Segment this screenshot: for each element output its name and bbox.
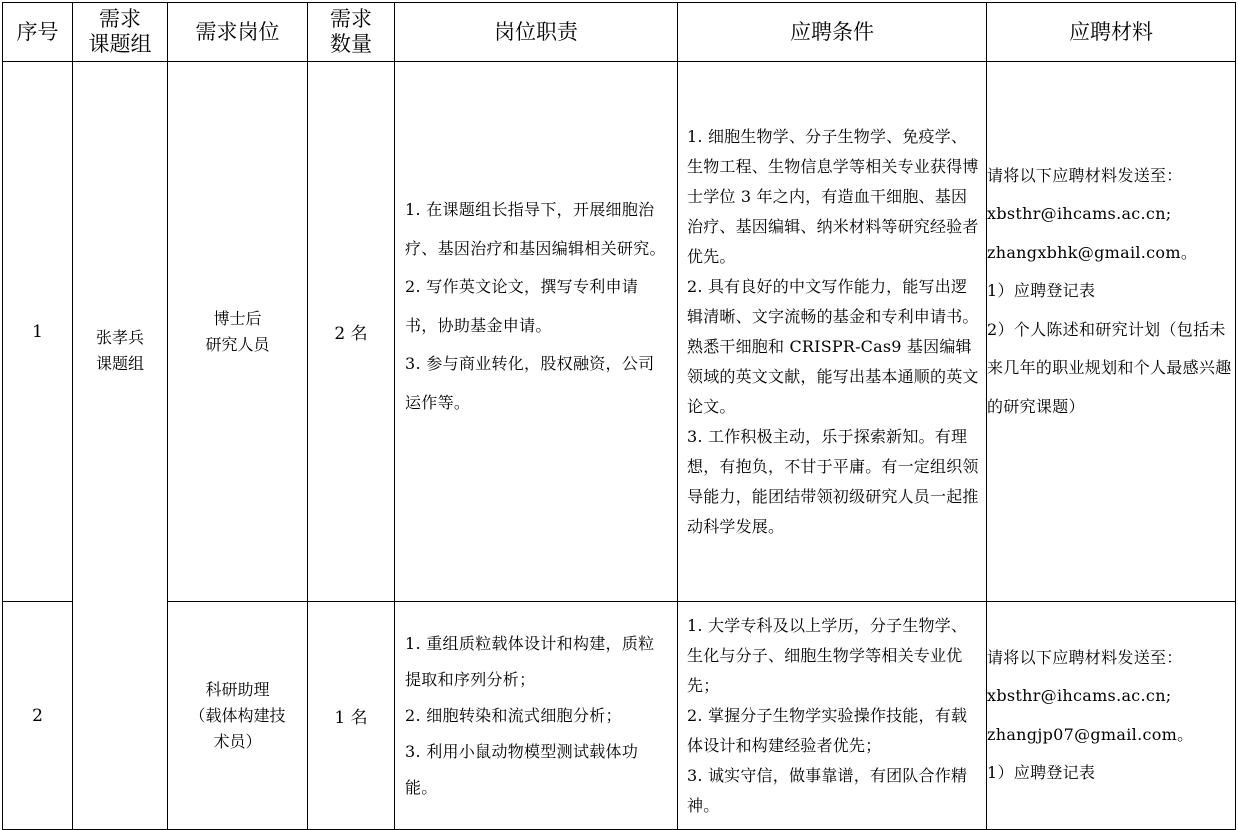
row2-material-item-1: 1）应聘登记表 <box>987 763 1096 782</box>
row2-requirement-item: 3. 诚实守信，做事靠谱，有团队合作精神。 <box>687 765 968 815</box>
header-position: 需求岗位 <box>168 3 308 62</box>
row1-materials <box>987 62 1236 602</box>
row1-requirements <box>678 62 987 602</box>
row1-count: 2 名 <box>308 62 395 602</box>
row1-position-line2: 研究人员 <box>205 334 270 354</box>
row1-materials-intro: 请将以下应聘材料发送至： <box>987 165 1183 185</box>
header-requirements: 应聘条件 <box>678 3 987 62</box>
row2-seq: 2 <box>3 602 73 830</box>
row2-position-line3: 术员） <box>213 731 262 751</box>
row2-position <box>168 602 308 830</box>
row1-email-2: zhangxbhk@gmail.com。 <box>987 242 1198 262</box>
row1-email-1: xbsthr@ihcams.ac.cn; <box>987 204 1172 224</box>
row1-requirement-item: 3. 工作积极主动，乐于探索新知。有理想，有抱负，不甘于平庸。有一定组织领导能力，能团结带领初级研究人员一起推动科学发展。 <box>687 426 979 536</box>
row1-duty-item: 2. 写作英文论文，撰写专利申请书，协助基金申请。 <box>405 277 639 335</box>
row1-material-item-2: 2）个人陈述和研究计划（包括未来几年的职业规划和个人最感兴趣的研究课题） <box>987 319 1232 416</box>
header-count <box>308 3 395 62</box>
header-count-line2: 数量 <box>330 32 372 56</box>
row2-position-line2: （载体构建技 <box>189 705 286 725</box>
recruitment-table <box>2 2 1236 830</box>
row2-materials <box>987 602 1236 830</box>
table-row <box>3 62 1236 602</box>
row2-count: 1 名 <box>308 602 395 830</box>
group-cell <box>73 62 168 830</box>
header-group <box>73 3 168 62</box>
header-count-line1: 需求 <box>330 7 372 31</box>
row2-position-line1: 科研助理 <box>205 679 270 699</box>
header-group-line2: 课题组 <box>88 32 152 56</box>
row1-material-item-1: 1）应聘登记表 <box>987 281 1096 301</box>
row2-duty-item: 2. 细胞转染和流式细胞分析； <box>405 705 622 725</box>
row1-duties <box>395 62 678 602</box>
header-group-line1: 需求 <box>99 7 141 31</box>
row2-requirement-item: 2. 掌握分子生物学实验操作技能，有载体设计和构建经验者优先； <box>687 705 968 755</box>
row2-duties <box>395 602 678 830</box>
row2-materials-intro: 请将以下应聘材料发送至： <box>987 647 1183 667</box>
row1-duty-item: 1. 在课题组长指导下，开展细胞治疗、基因治疗和基因编辑相关研究。 <box>405 200 666 258</box>
header-row <box>3 3 1236 62</box>
header-materials: 应聘材料 <box>987 3 1236 62</box>
row1-seq: 1 <box>3 62 73 602</box>
header-seq: 序号 <box>3 3 73 62</box>
row1-requirement-item: 2. 具有良好的中文写作能力，能写出逻辑清晰、文字流畅的基金和专利申请书。熟悉干细胞和 CRISPR-Cas9 基因编辑领域的英文文献，能写出基本通顺的英文论文。 <box>687 276 979 416</box>
row2-duty-item: 1. 重组质粒载体设计和构建，质粒提取和序列分析； <box>405 633 655 689</box>
group-name-line1: 张孝兵 <box>95 327 144 347</box>
row1-requirement-item: 1. 细胞生物学、分子生物学、免疫学、生物工程、生物信息学等相关专业获得博士学位 3 年之内，有造血干细胞、基因治疗、基因编辑、纳米材料等研究经验者优先。 <box>687 126 979 266</box>
row1-position-line1: 博士后 <box>213 308 262 328</box>
row2-email-1: xbsthr@ihcams.ac.cn; <box>987 686 1172 705</box>
row1-position <box>168 62 308 602</box>
row2-email-2: zhangjp07@gmail.com。 <box>987 724 1194 744</box>
row2-duty-item: 3. 利用小鼠动物模型测试载体功能。 <box>405 741 639 797</box>
group-name-line2: 课题组 <box>95 353 144 373</box>
row2-requirements <box>678 602 987 830</box>
header-duties: 岗位职责 <box>395 3 678 62</box>
row2-requirement-item: 1. 大学专科及以上学历，分子生物学、生化与分子、细胞生物学等相关专业优先； <box>687 615 968 695</box>
row1-duty-item: 3. 参与商业转化，股权融资，公司运作等。 <box>405 354 655 412</box>
table-row <box>3 602 1236 830</box>
